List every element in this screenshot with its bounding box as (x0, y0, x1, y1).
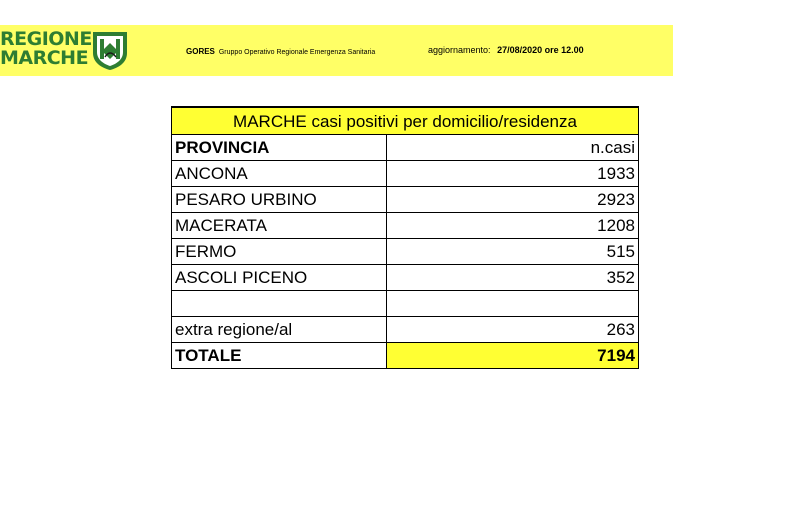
region-shield-icon (90, 29, 130, 71)
cases-cell: 352 (387, 265, 639, 291)
logo-line-2: MARCHE (0, 47, 89, 69)
gores-full-name: Gruppo Operativo Regionale Emergenza Sanitaria (218, 49, 376, 56)
province-cell: FERMO (172, 239, 387, 265)
cases-cell (387, 291, 639, 317)
table-row (172, 187, 639, 213)
total-label: TOTALE (172, 343, 387, 369)
province-cell: ANCONA (172, 161, 387, 187)
gores-label (186, 47, 375, 56)
province-cell: PESARO URBINO (172, 187, 387, 213)
regione-marche-logo (0, 28, 130, 72)
province-cell: extra regione/al (172, 317, 387, 343)
table-title-row (172, 107, 639, 135)
gores-abbr: GORES (186, 47, 215, 56)
column-header-province: PROVINCIA (172, 135, 387, 161)
logo-line-1: REGIONE (0, 28, 92, 50)
update-label: aggiornamento: (428, 45, 491, 55)
table-total-row (172, 343, 639, 369)
cases-cell: 1933 (387, 161, 639, 187)
cases-table (171, 106, 639, 369)
province-cell (172, 291, 387, 317)
table-row-empty (172, 291, 639, 317)
province-cell: ASCOLI PICENO (172, 265, 387, 291)
update-value: 27/08/2020 ore 12.00 (497, 45, 584, 55)
table-row (172, 265, 639, 291)
cases-cell: 263 (387, 317, 639, 343)
cases-cell: 1208 (387, 213, 639, 239)
column-header-cases: n.casi (387, 135, 639, 161)
province-cell: MACERATA (172, 213, 387, 239)
logo-text (0, 30, 92, 68)
cases-cell: 515 (387, 239, 639, 265)
table-row (172, 239, 639, 265)
table-row (172, 161, 639, 187)
table-title: MARCHE casi positivi per domicilio/residenza (172, 107, 639, 135)
total-value: 7194 (387, 343, 639, 369)
update-info (428, 45, 584, 55)
cases-cell: 2923 (387, 187, 639, 213)
table-row (172, 213, 639, 239)
table-header-row (172, 135, 639, 161)
table-row (172, 317, 639, 343)
